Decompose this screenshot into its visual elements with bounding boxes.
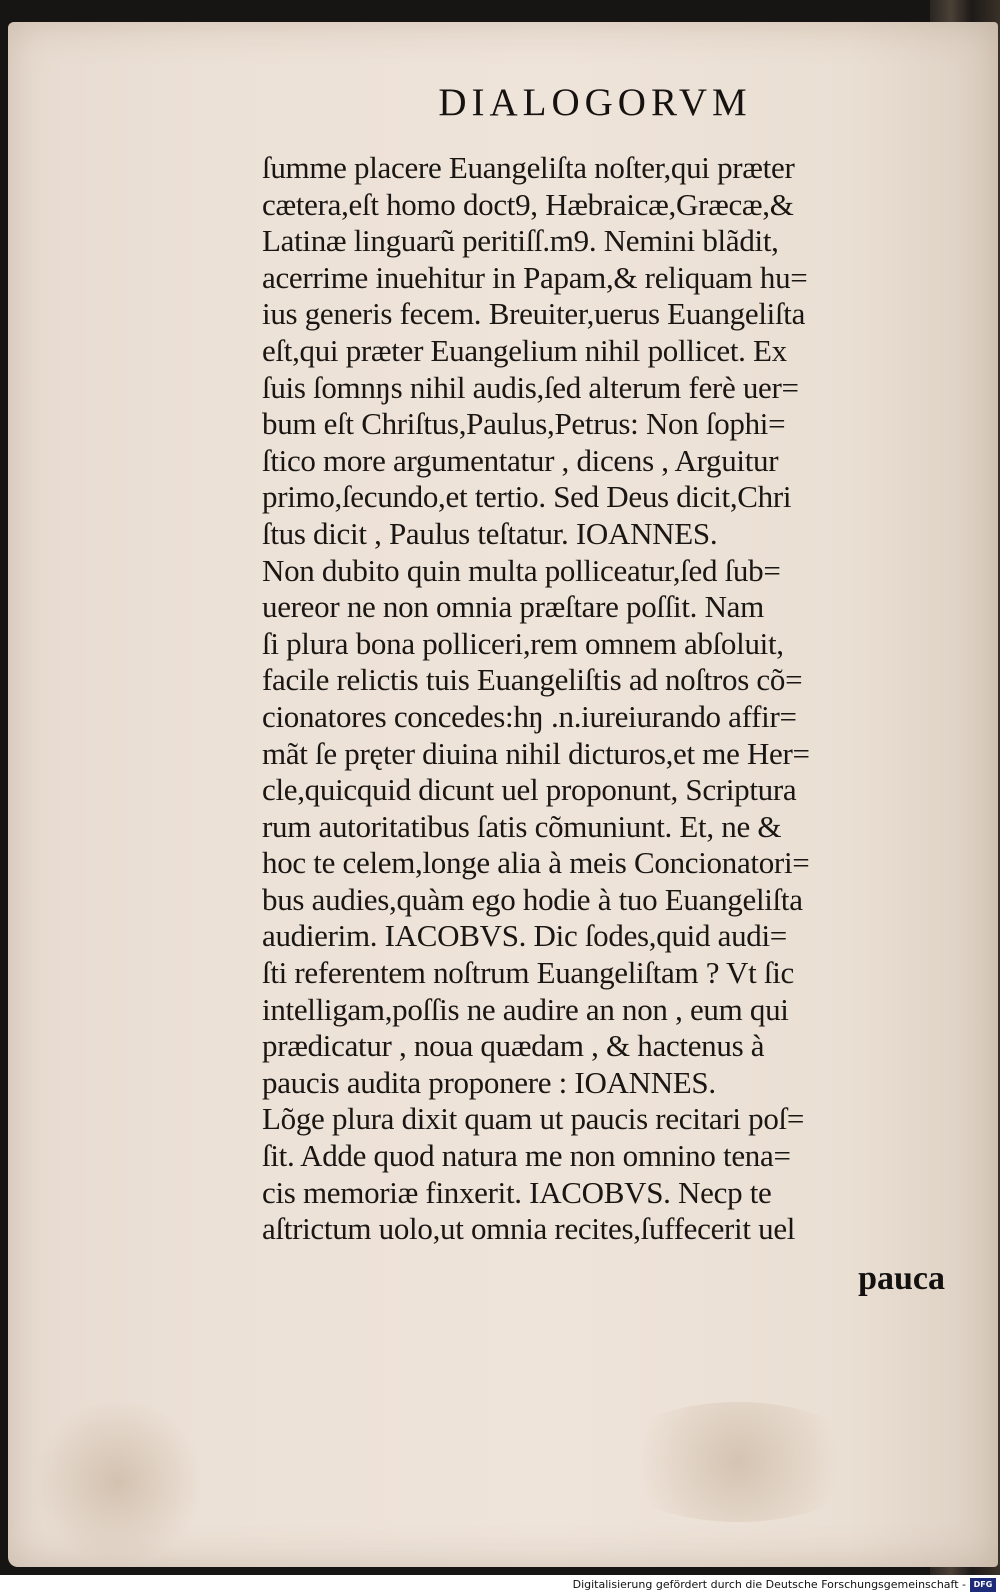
footer-credit: Digitalisierung gefördert durch die Deutsche Forschungsgemeinschaft - (572, 1578, 966, 1591)
text-line: audierim. IACOBVS. Dic ſodes,quid audi= (262, 918, 787, 954)
text-line: intelligam,poſſis ne audire an non , eum qui (262, 991, 789, 1027)
text-line: cle,quicquid dicunt uel proponunt, Scriptura (262, 772, 797, 808)
dfg-logo-icon: DFG (970, 1578, 996, 1592)
text-line: paucis audita proponere : IOANNES. (262, 1064, 716, 1100)
text-line: prædicatur , noua quædam , & hactenus à (262, 1028, 765, 1064)
text-line: mãt ſe pręter diuina nihil dicturos,et me Her= (262, 735, 810, 771)
text-line: ſtus dicit , Paulus teſtatur. IOANNES. (262, 515, 718, 551)
running-header: DIALOGORVM (438, 81, 752, 124)
text-line: acerrime inuehitur in Papam,& reliquam hu= (262, 259, 808, 295)
text-line: facile relictis tuis Euangeliſtis ad noſtros cõ= (262, 662, 803, 698)
text-line: hoc te celem,longe alia à meis Concionatori= (262, 845, 810, 881)
text-line: bus audies,quàm ego hodie à tuo Euangeliſta (262, 881, 803, 917)
text-line: Non dubito quin multa polliceatur,ſed ſub= (262, 552, 781, 588)
text-line: ſti referentem noſtrum Euangeliſtam ? Vt ſic (262, 955, 794, 991)
text-line: cionatores concedes:hŋ .n.iureiurando affir= (262, 698, 797, 734)
text-line: ius generis fecem. Breuiter,uerus Euangeliſta (262, 296, 806, 332)
text-line: Latinæ linguarũ peritiſſ.m9. Nemini blãdit, (262, 223, 779, 259)
text-line: cætera,eſt homo doct9, Hæbraicæ,Græcæ,& (262, 186, 794, 222)
page-stain (28, 1402, 208, 1562)
text-line: eſt,qui præter Euangelium nihil pollicet. Ex (262, 332, 787, 368)
body-text (262, 150, 947, 1248)
text-line: primo,ſecundo,et tertio. Sed Deus dicit,Chri (262, 479, 792, 515)
text-line: aſtrictum uolo,ut omnia recites,ſuffecerit uel (262, 1211, 796, 1247)
text-line: uereor ne non omnia præſtare poſſit. Nam (262, 589, 764, 625)
text-line: ſuis ſomnŋs nihil audis,ſed alterum ferè uer= (262, 369, 799, 405)
footer-bar (0, 1575, 1000, 1596)
text-line: bum eſt Chriſtus,Paulus,Petrus: Non ſophi= (262, 406, 786, 442)
page-stain (608, 1402, 868, 1522)
text-line: ſit. Adde quod natura me non omnino tena= (262, 1138, 791, 1174)
catchword: pauca (858, 1260, 945, 1297)
text-line: cis memoriæ finxerit. IACOBVS. Necp te (262, 1174, 772, 1210)
text-line: ſi plura bona polliceri,rem omnem abſoluit, (262, 625, 784, 661)
text-line: ſtico more argumentatur , dicens , Arguitur (262, 442, 779, 478)
text-line: ſumme placere Euangeliſta noſter,qui præter (262, 150, 795, 185)
text-line: Lõge plura dixit quam ut paucis recitari poſ= (262, 1101, 805, 1137)
text-line: rum autoritatibus ſatis cõmuniunt. Et, ne & (262, 808, 782, 844)
